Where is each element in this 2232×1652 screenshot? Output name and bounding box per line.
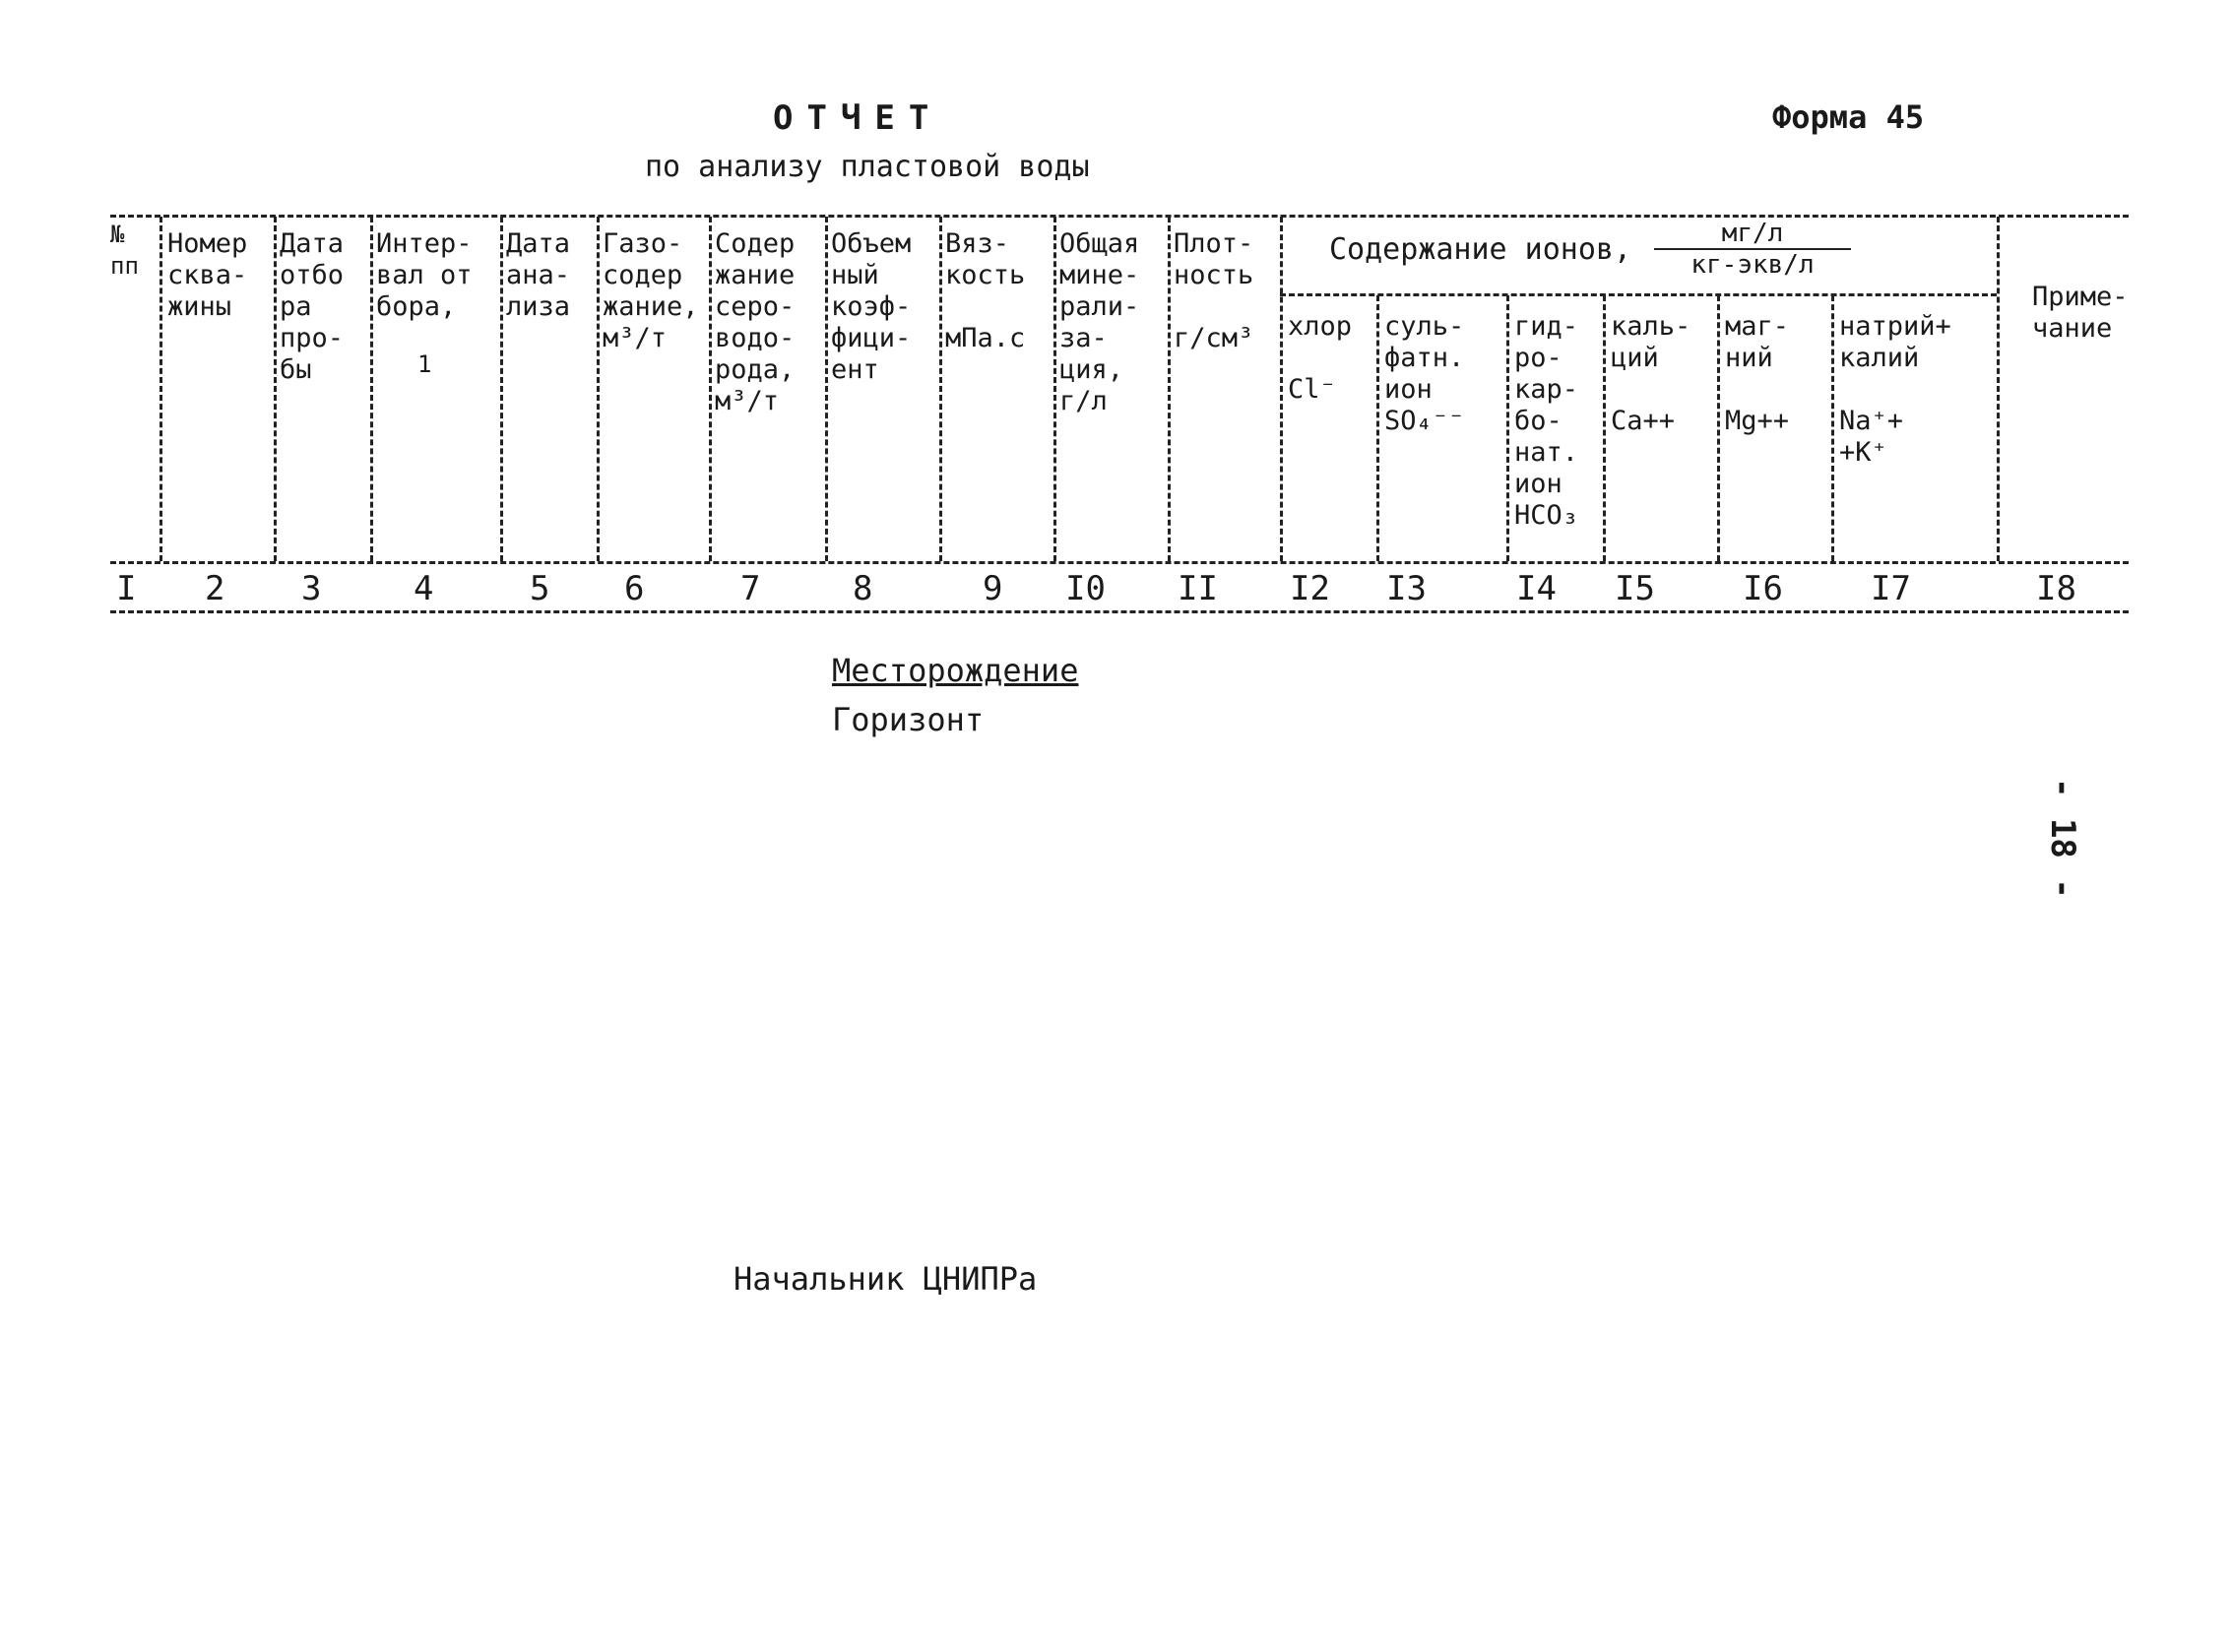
column-number: II (1178, 569, 1218, 608)
col-header-notes: Приме- чание (2032, 282, 2129, 344)
column-number: 9 (983, 569, 1003, 608)
header-bottom-border (110, 561, 2129, 564)
ions-subcol-divider (1717, 295, 1720, 561)
column-number: 4 (414, 569, 434, 608)
column-number: I0 (1065, 569, 1106, 608)
col-divider (500, 217, 503, 561)
col-divider (1168, 217, 1171, 561)
ions-subcol-divider (1603, 295, 1606, 561)
col-divider (1280, 217, 1283, 561)
col-header-number: № пп (110, 221, 139, 280)
ions-units-numerator: мг/л (1721, 219, 1784, 248)
ions-subcol-divider (1506, 295, 1509, 561)
page-number: - 18 - (2043, 778, 2082, 899)
col-header-viscosity: Вяз- кость мПа.с (945, 228, 1026, 353)
column-number: 5 (530, 569, 550, 608)
col-header-gas-content: Газо- содер жание, м³/т (603, 228, 699, 353)
ions-units-fraction (1654, 219, 1851, 280)
col-divider (370, 217, 373, 561)
ion-header-sulfate: суль- фатн. ион SO₄⁻⁻ (1384, 311, 1465, 436)
ion-header-bicarbonate: гид- ро- кар- бо- нат. ион HCO₃ (1514, 311, 1579, 531)
column-number: 8 (853, 569, 873, 608)
col-header-sampling-interval: Интер- вал от бора, (376, 228, 473, 322)
ion-header-magnesium: маг- ний Mg++ (1725, 311, 1790, 436)
col-header-volume-factor: Объем ный коэф- фици- ент (831, 228, 912, 385)
ions-group-label: Содержание ионов, (1329, 232, 1632, 267)
report-subtitle: по анализу пластовой воды (645, 150, 1090, 184)
deposit-label: Месторождение (832, 652, 1079, 689)
col-divider (939, 217, 942, 561)
form-number: Форма 45 (1772, 98, 1925, 136)
ions-subcol-divider (1376, 295, 1379, 561)
col-divider (1997, 217, 2000, 561)
column-number: I2 (1290, 569, 1330, 608)
ions-subheader-border (1280, 293, 1997, 296)
chief-signature-label: Начальник ЦНИПРа (733, 1260, 1038, 1298)
col-divider (1053, 217, 1056, 561)
column-number: I3 (1386, 569, 1427, 608)
column-number: 2 (205, 569, 225, 608)
column-number: I (116, 569, 137, 608)
report-title: ОТЧЕТ (773, 98, 943, 138)
column-number: I8 (2036, 569, 2076, 608)
col-header-sample-date: Дата отбо ра про- бы (280, 228, 345, 385)
ions-units-denominator: кг-экв/л (1654, 248, 1851, 280)
col-header-h2s-content: Содер жание серо- водо- рода, м³/т (715, 228, 796, 416)
ion-header-sodium-potassium: натрий+ калий Na⁺+ +K⁺ (1839, 311, 1951, 468)
col-divider (709, 217, 712, 561)
numbers-bottom-border (110, 610, 2129, 613)
column-number: 3 (301, 569, 322, 608)
col-header-mineralization: Общая мине- рали- за- ция, г/л (1059, 228, 1140, 416)
column-number: I4 (1516, 569, 1557, 608)
col-header-analysis-date: Дата ана- лиза (506, 228, 571, 322)
col-header-well-number: Номер сква- жины (167, 228, 248, 322)
col-divider (597, 217, 600, 561)
col-divider (274, 217, 277, 561)
col-divider (825, 217, 828, 561)
ion-header-calcium: каль- ций Ca++ (1611, 311, 1691, 436)
column-number: I6 (1743, 569, 1783, 608)
horizon-label: Горизонт (832, 701, 985, 738)
table-top-border (110, 215, 2129, 218)
column-number: 6 (624, 569, 645, 608)
ions-subcol-divider (1831, 295, 1834, 561)
handwritten-mark: 1 (417, 350, 432, 378)
col-divider (159, 217, 162, 561)
ion-header-chlorine: хлор Cl⁻ (1288, 311, 1353, 405)
column-number: 7 (740, 569, 761, 608)
col-header-density: Плот- ность г/см³ (1174, 228, 1254, 353)
column-number: I5 (1615, 569, 1655, 608)
column-number: I7 (1871, 569, 1911, 608)
